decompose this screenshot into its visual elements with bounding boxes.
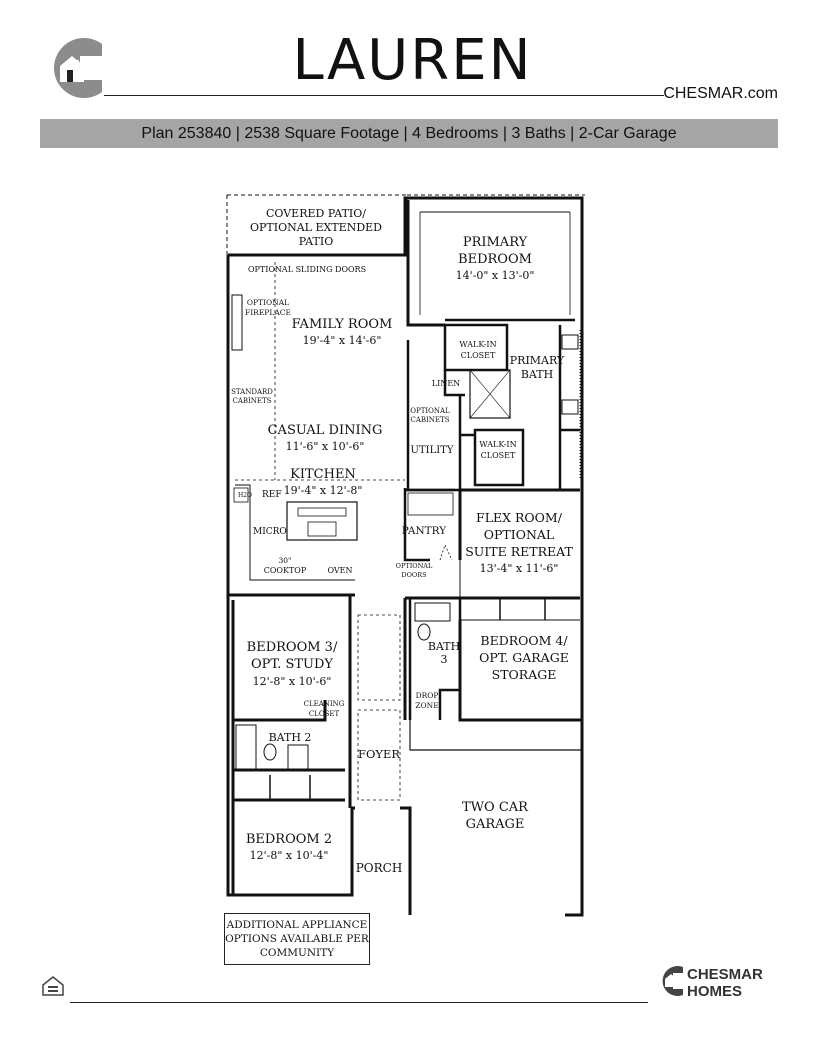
room-label: PATIO — [298, 235, 334, 248]
disclaimer-line: OPTIONS AVAILABLE PER — [225, 933, 369, 945]
note-label: ZONE — [415, 701, 439, 710]
primary-bedroom-label: PRIMARY — [462, 235, 528, 250]
bedroom-3-label: OPT. STUDY — [251, 657, 333, 672]
kitchen-dims: 19'-4" x 12'-8" — [283, 484, 363, 497]
bath-3-label: BATH — [427, 640, 461, 653]
bath-3-label: 3 — [440, 653, 448, 666]
note-label: CLOSET — [460, 351, 496, 360]
note-label: DOORS — [401, 571, 427, 579]
room-label: COVERED PATIO/ — [266, 207, 366, 220]
chesmar-homes-brand — [655, 963, 780, 999]
bedroom-4-label: OPT. GARAGE — [479, 650, 569, 665]
appliance-disclaimer — [224, 913, 370, 965]
casual-dining-dims: 11'-6" x 10'-6" — [285, 440, 365, 453]
plan-summary-bar: Plan 253840 | 2538 Square Footage | 4 Bedrooms | 3 Baths | 2-Car Garage — [40, 119, 778, 148]
note-label: H2O — [238, 492, 252, 499]
equal-housing-icon — [41, 975, 65, 997]
note-label: CABINETS — [232, 397, 272, 405]
note-label: LINEN — [431, 379, 461, 388]
primary-bath-label: BATH — [520, 368, 554, 381]
garage-label: TWO CAR — [462, 800, 528, 815]
pantry-label: PANTRY — [401, 525, 447, 537]
flex-room-dims: 13'-4" x 11'-6" — [479, 562, 559, 575]
note-label: REF — [262, 490, 282, 500]
note-label: DROP — [415, 691, 439, 700]
website-link[interactable]: CHESMAR.com — [663, 85, 778, 102]
disclaimer-line: ADDITIONAL APPLIANCE — [226, 919, 368, 931]
family-room-label: FAMILY ROOM — [291, 317, 393, 332]
note-label: 30" — [278, 556, 292, 565]
note-label: STANDARD — [231, 388, 273, 396]
note-label: CLOSET — [308, 710, 340, 718]
disclaimer-line: COMMUNITY — [259, 947, 335, 959]
note-label: WALK-IN — [479, 440, 517, 449]
primary-bath-label: PRIMARY — [509, 354, 565, 367]
flex-room-label: OPTIONAL — [483, 527, 555, 542]
note-label: MICRO — [253, 527, 287, 537]
brand-line-2: HOMES — [687, 983, 743, 999]
bedroom-2-label: BEDROOM 2 — [245, 832, 333, 847]
note-label: OPTIONAL — [395, 562, 433, 570]
bedroom-3-label: BEDROOM 3/ — [246, 640, 338, 655]
bedroom-2-dims: 12'-8" x 10'-4" — [249, 849, 329, 862]
flex-room-label: SUITE RETREAT — [465, 544, 573, 559]
note-label: COOKTOP — [263, 566, 307, 575]
room-label: OPTIONAL EXTENDED — [249, 221, 383, 234]
note-label: OVEN — [327, 566, 353, 575]
flex-room-label: FLEX ROOM/ — [476, 510, 562, 525]
garage-label: GARAGE — [465, 817, 525, 832]
note-label: OPTIONAL — [246, 298, 290, 307]
family-room-dims: 19'-4" x 14'-6" — [302, 334, 382, 347]
porch-label: PORCH — [355, 861, 403, 875]
bedroom-4-label: STORAGE — [491, 667, 557, 682]
foyer-label: FOYER — [357, 747, 401, 761]
note-label: CABINETS — [410, 416, 450, 424]
note-label: CLOSET — [480, 451, 516, 460]
kitchen-label: KITCHEN — [290, 467, 356, 482]
casual-dining-label: CASUAL DINING — [267, 423, 383, 438]
plan-title: LAUREN — [292, 28, 533, 93]
bedroom-3-dims: 12'-8" x 10'-6" — [252, 675, 332, 688]
note-label: CLEANING — [303, 700, 345, 708]
primary-bedroom-label: BEDROOM — [458, 252, 532, 267]
note-label: OPTIONAL SLIDING DOORS — [247, 265, 367, 274]
bedroom-4-label: BEDROOM 4/ — [480, 633, 568, 648]
utility-label: UTILITY — [410, 445, 454, 456]
primary-bedroom-dims: 14'-0" x 13'-0" — [455, 269, 535, 282]
brand-line-1: CHESMAR — [687, 966, 763, 983]
note-label: FIREPLACE — [245, 308, 291, 317]
bath-2-label: BATH 2 — [268, 731, 312, 744]
footer-rule — [70, 1002, 648, 1003]
note-label: OPTIONAL — [410, 407, 450, 415]
note-label: WALK-IN — [459, 340, 497, 349]
